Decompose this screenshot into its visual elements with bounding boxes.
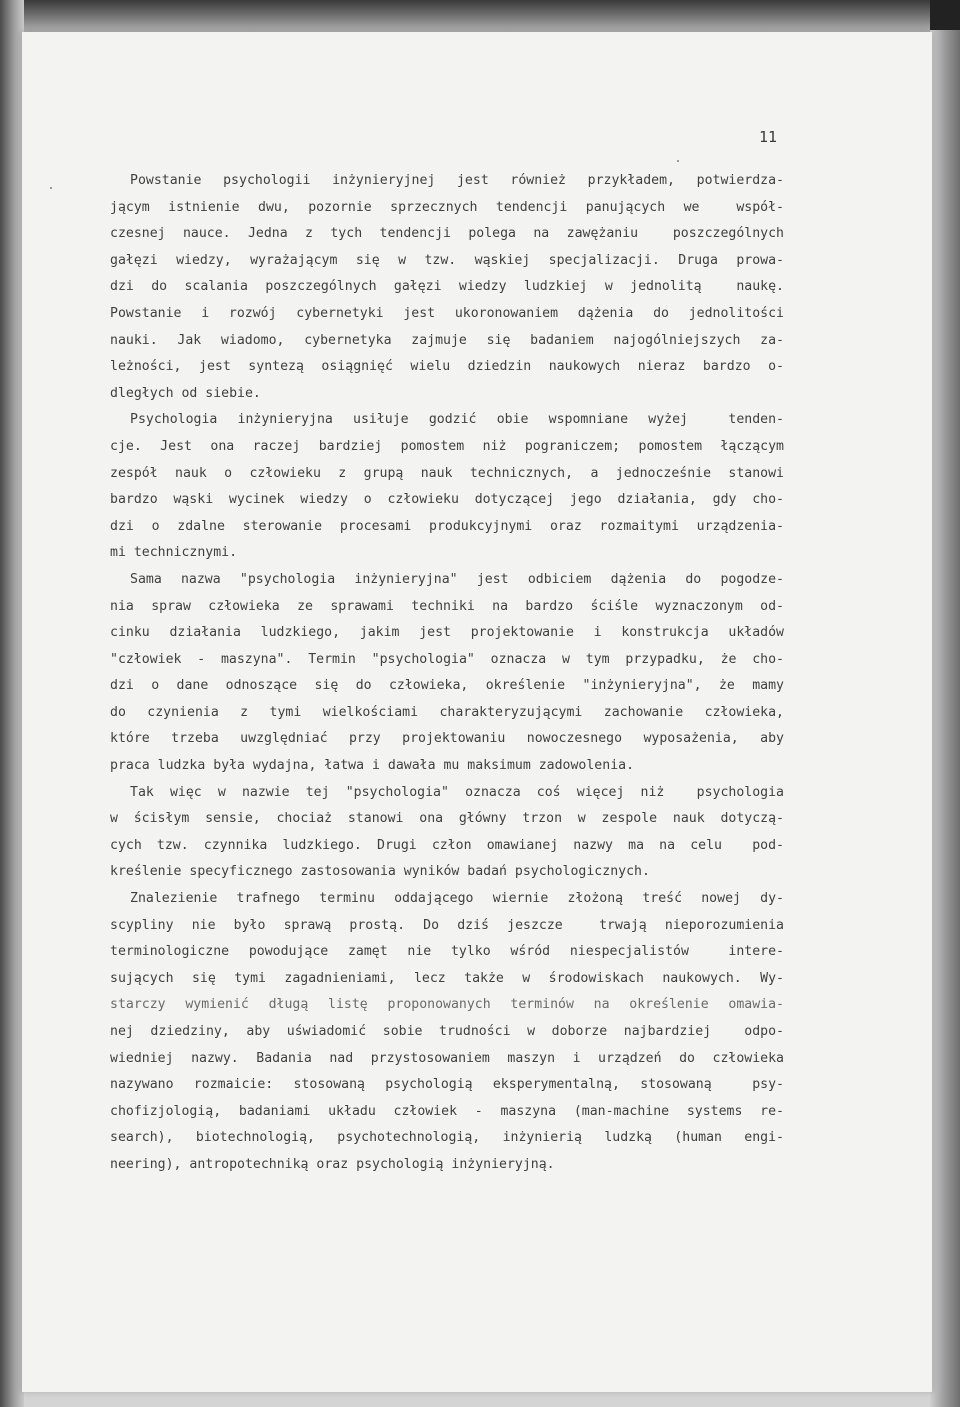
- text-line: Znalezienie trafnego terminu oddającego wiernie złożoną treść nowej dy-: [130, 891, 784, 907]
- text-line: starczy wymienić długą listę proponowanych terminów na określenie omawia-: [110, 997, 784, 1013]
- text-line: terminologiczne powodujące zamęt nie tylko wśród niespecjalistów intere-: [110, 944, 784, 960]
- text-line: nej dziedziny, aby uświadomić sobie trudności w doborze najbardziej odpo-: [110, 1024, 784, 1039]
- text-line: chofizjologią, badaniami układu człowiek - maszyna (man-machine systems re-: [110, 1103, 784, 1119]
- scan-right-edge: [930, 0, 960, 1407]
- text-line: Powstanie i rozwój cybernetyki jest ukoronowaniem dążenia do jednolitości: [110, 305, 784, 321]
- text-line: bardzo wąski wycinek wiedzy o człowieku dotyczącej jego działania, gdy cho-: [110, 492, 784, 508]
- text-line: dzi o dane odnoszące się do człowieka, określenie "inżynieryjna", że mamy: [110, 678, 784, 694]
- text-line: "człowiek - maszyna". Termin "psychologia" oznacza w tym przypadku, że cho-: [110, 651, 784, 667]
- text-line: neering), antropotechniką oraz psychologią inżynieryjną.: [110, 1156, 555, 1172]
- text-line: gałęzi wiedzy, wyrażającym się w tzw. wąskiej specjalizacji. Druga prowa-: [110, 252, 784, 268]
- text-line: dzi o zdalne sterowanie procesami produkcyjnymi oraz rozmaitymi urządzenia-: [110, 518, 784, 534]
- text-line: czesnej nauce. Jedna z tych tendencji polega na zawężaniu poszczególnych: [110, 226, 784, 242]
- text-line: nazywano rozmaicie: stosowaną psychologią eksperymentalną, stosowaną psy-: [110, 1077, 784, 1093]
- scan-top-edge: [0, 0, 960, 34]
- text-line: Sama nazwa "psychologia inżynieryjna" jest odbiciem dążenia do pogodze-: [130, 571, 784, 587]
- text-line: w ścisłym sensie, chociaż stanowi ona główny trzon w zespole nauk dotyczą-: [110, 811, 784, 827]
- text-line: do czynienia z tymi wielkościami charakteryzującymi zachowanie człowieka,: [110, 704, 784, 720]
- text-line: nauki. Jak wiadomo, cybernetyka zajmuje się badaniem najogólniejszych za-: [110, 332, 784, 348]
- text-line: które trzeba uwzględniać przy projektowaniu nowoczesnego wyposażenia, aby: [110, 731, 784, 747]
- text-line: Psychologia inżynieryjna usiłuje godzić obie wspomniane wyżej tenden-: [130, 412, 784, 428]
- scan-left-edge: [0, 0, 24, 1407]
- scan-corner: [930, 0, 960, 30]
- text-line: Powstanie psychologii inżynieryjnej jest również przykładem, potwierdza-: [130, 173, 784, 188]
- text-line: Tak więc w nazwie tej "psychologia" oznacza coś więcej niż psychologia: [130, 784, 784, 800]
- text-line: cych tzw. czynnika ludzkiego. Drugi człon omawianej nazwy ma na celu pod-: [110, 837, 784, 853]
- text-line: cinku działania ludzkiego, jakim jest projektowanie i konstrukcja układów: [110, 625, 784, 641]
- text-line: kreślenie specyficznego zastosowania wyników badań psychologicznych.: [110, 864, 650, 880]
- page-number: 11: [759, 128, 778, 146]
- text-line: dległych od siebie.: [110, 385, 261, 401]
- text-line: mi technicznymi.: [110, 545, 238, 561]
- text-line: jącym istnienie dwu, pozornie sprzecznych tendencji panujących we współ-: [110, 199, 784, 215]
- text-line: dzi do scalania poszczególnych gałęzi wiedzy ludzkiej w jednolitą naukę.: [110, 279, 784, 295]
- text-line: praca ludzka była wydajna, łatwa i dawała mu maksimum zadowolenia.: [110, 758, 635, 774]
- text-line: scypliny nie było sprawą prostą. Do dziś jeszcze trwają nieporozumienia: [110, 917, 784, 933]
- text-line: sujących się tymi zagadnieniami, lecz także w środowiskach naukowych. Wy-: [110, 970, 784, 986]
- text-line: cje. Jest ona raczej bardziej pomostem niż pograniczem; pomostem łączącym: [110, 438, 784, 454]
- body-text: [110, 168, 784, 1179]
- scan-speck: [50, 187, 52, 189]
- scan-speck: [677, 160, 679, 162]
- text-line: zespół nauk o człowieku z grupą nauk technicznych, a jednocześnie stanowi: [110, 465, 784, 481]
- text-line: leżności, jest syntezą osiągnięć wielu dziedzin naukowych nieraz bardzo o-: [110, 359, 784, 375]
- text-line: nia spraw człowieka ze sprawami techniki na bardzo ściśle wyznaczonym od-: [110, 598, 784, 614]
- text-line: wiedniej nazwy. Badania nad przystosowaniem maszyn i urządzeń do człowieka: [110, 1050, 784, 1066]
- text-line: search), biotechnologią, psychotechnologią, inżynierią ludzką (human engi-: [110, 1130, 784, 1146]
